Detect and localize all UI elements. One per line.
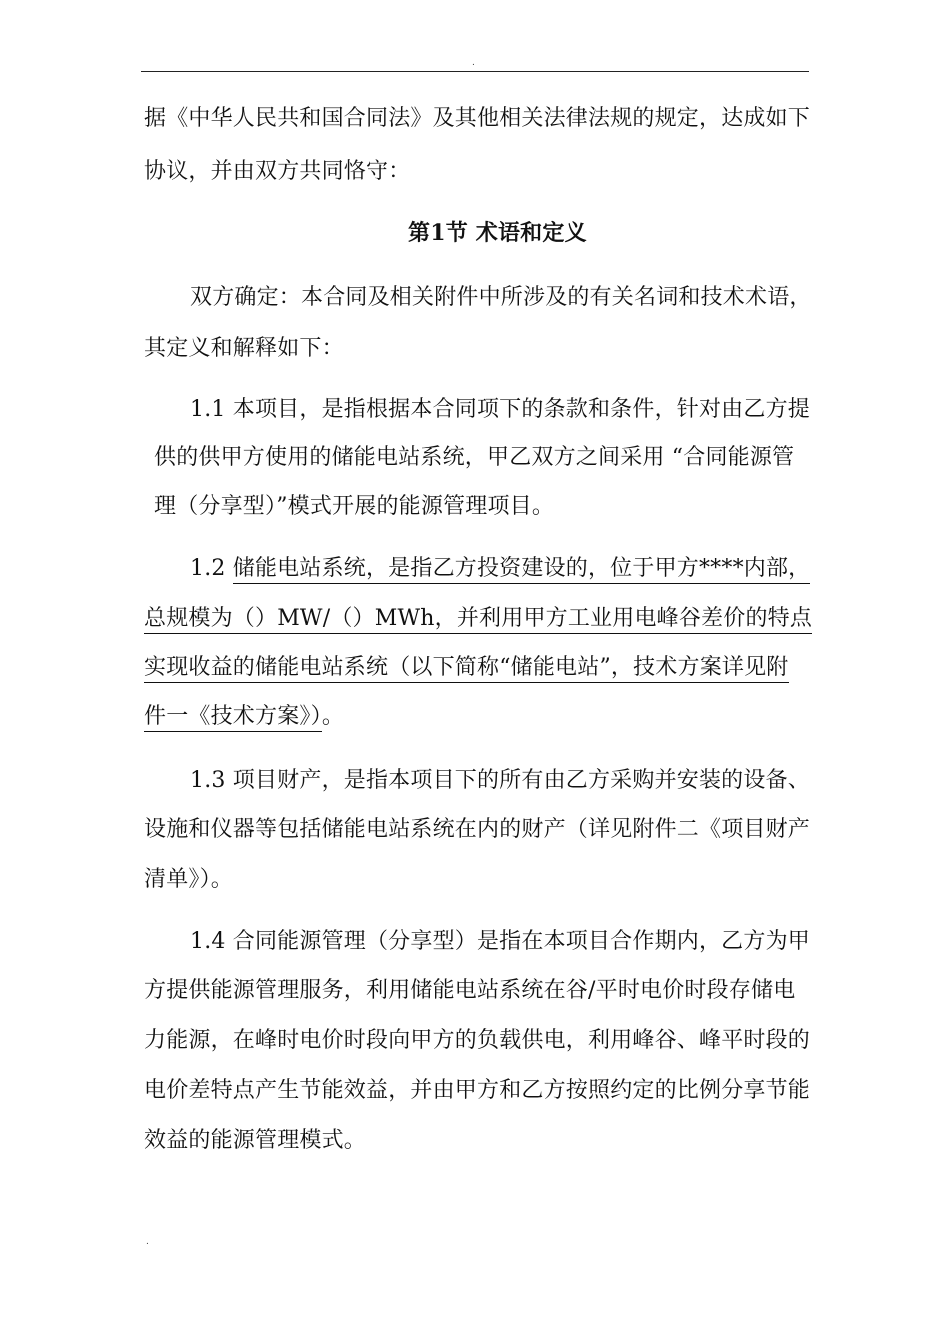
footer-mark: .	[146, 1237, 149, 1247]
clause-1-2-line-1	[190, 554, 810, 584]
header-rule	[141, 71, 809, 72]
clause-1-2-underlined-text: 总规模为（）MW/（）MWh，并利用甲方工业用电峰谷差价的特点	[144, 606, 812, 634]
clause-1-1-line-3: 理（分享型）”模式开展的能源管理项目。	[154, 494, 555, 519]
clause-1-2-underlined-text: 实现收益的储能电站系统（以下简称“储能电站”，技术方案详见附	[144, 655, 789, 683]
clause-1-2-line-3	[144, 653, 789, 683]
clause-1-4-line-2: 方提供能源管理服务，利用储能电站系统在谷/平时电价时段存储电	[144, 978, 796, 1003]
clause-1-4-line-5: 效益的能源管理模式。	[144, 1128, 367, 1153]
section-title: 第1节 术语和定义	[408, 220, 587, 246]
clause-1-4-line-1: 1.4 合同能源管理（分享型）是指在本项目合作期内，乙方为甲	[190, 929, 810, 954]
clause-1-3-line-1: 1.3 项目财产，是指本项目下的所有由乙方采购并安装的设备、	[190, 768, 810, 793]
intro-line-1: 据《中华人民共和国合同法》及其他相关法律法规的规定，达成如下	[144, 106, 811, 131]
definition-intro-line-2: 其定义和解释如下：	[144, 336, 344, 361]
clause-1-1-line-1: 1.1 本项目，是指根据本合同项下的条款和条件，针对由乙方提	[190, 397, 810, 422]
clause-1-2-period: 。	[321, 704, 345, 729]
intro-line-2: 协议，并由双方共同恪守：	[144, 159, 411, 184]
clause-1-2-underlined-text: 储能电站系统，是指乙方投资建设的，位于甲方****内部，	[233, 556, 811, 584]
clause-1-2-line-2	[144, 604, 812, 634]
clause-1-3-line-2: 设施和仪器等包括储能电站系统在内的财产（详见附件二《项目财产	[144, 817, 811, 842]
header-mark: .	[472, 58, 475, 68]
definition-intro-line-1: 双方确定：本合同及相关附件中所涉及的有关名词和技术术语，	[190, 285, 812, 310]
clause-1-2-underlined-text: 件一《技术方案》）	[144, 704, 322, 732]
clause-1-2-number: 1.2	[190, 556, 233, 581]
clause-1-4-line-4: 电价差特点产生节能效益，并由甲方和乙方按照约定的比例分享节能	[144, 1078, 811, 1103]
clause-1-4-line-3: 力能源，在峰时电价时段向甲方的负载供电，利用峰谷、峰平时段的	[144, 1028, 811, 1053]
clause-1-2-line-4	[144, 702, 344, 732]
clause-1-3-line-3: 清单》）。	[144, 867, 234, 892]
clause-1-1-line-2: 供的供甲方使用的储能电站系统，甲乙双方之间采用 “合同能源管	[154, 445, 795, 470]
